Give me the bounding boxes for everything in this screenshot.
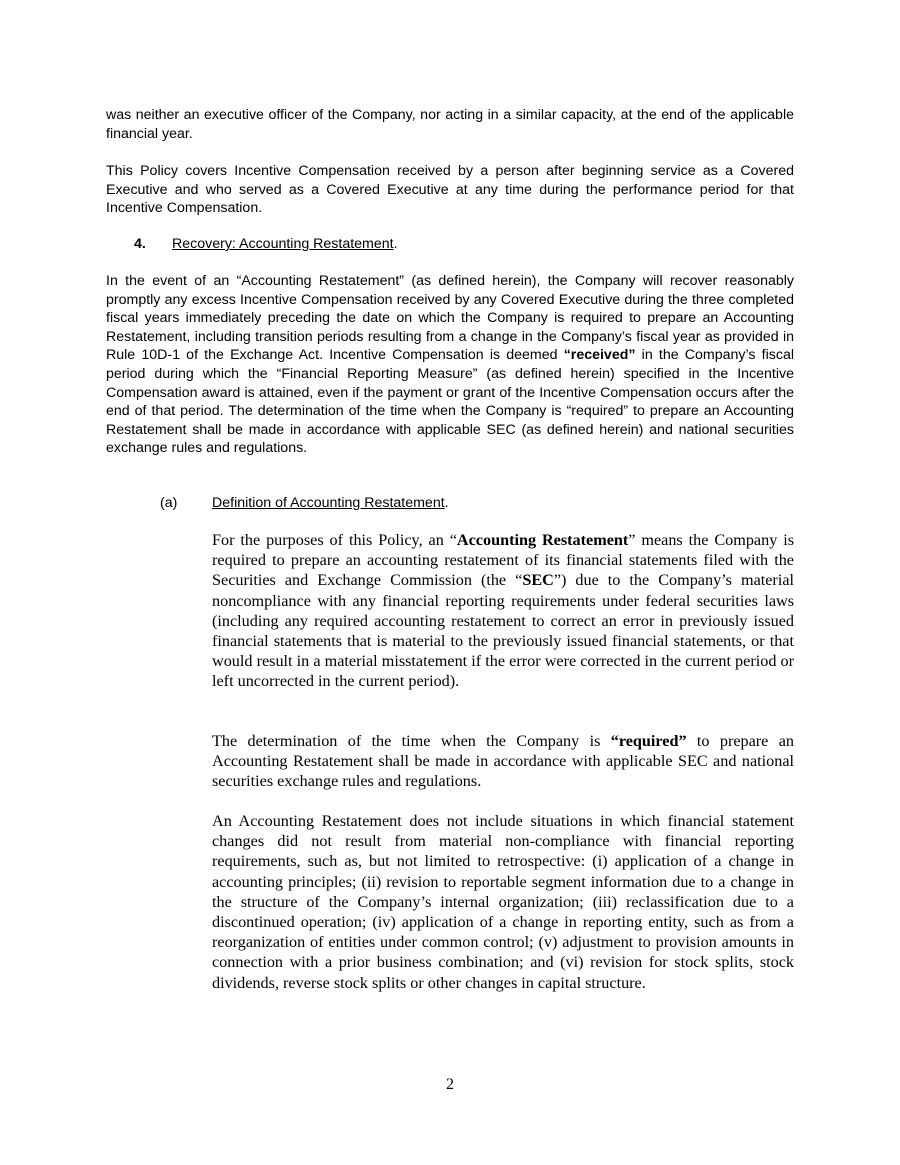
paragraph-covered-executive-end: was neither an executive officer of the Company, nor acting in a similar capacity, at the end of the applicable financial year. — [106, 107, 794, 142]
section-4-title: Recovery: Accounting Restatement — [172, 236, 394, 252]
required-term: “required” — [610, 732, 687, 750]
definition-text-a: For the purposes of this Policy, an “ — [212, 531, 457, 549]
definition-text-c: ”) due to the Company’s material noncompliance with any financial reporting requirements under federal securities laws (including any required accounting restatement to correct an error in previously issued financial statements that is material to the previously issued financial statements, or that would result in a material misstatement if the error were corrected in the current period or left uncorrected in the current period). — [212, 571, 795, 691]
accounting-restatement-term: Accounting Restatement — [456, 531, 629, 549]
subsection-a-label: (a) — [160, 495, 178, 511]
paragraph-definition — [212, 530, 794, 692]
section-4-trail: . — [393, 236, 398, 252]
subsection-a-trail: . — [444, 495, 449, 511]
section-4-number: 4. — [134, 236, 146, 252]
subsection-a-title: Definition of Accounting Restatement — [212, 495, 445, 511]
section-4-heading — [172, 235, 398, 254]
paragraph-exclusions: An Accounting Restatement does not include situations in which financial statement changes did not result from material non-compliance with financial reporting requirements, such as, but not limited to retrospective: (i) application of a change in accounting principles; (ii) revision to reportable segment information due to a change in the structure of the Company’s internal organization; (iii) reclassification due to a discontinued operation; (iv) application of a change in reporting entity, such as from a reorganization of entities under common control; (v) adjustment to provision amounts in connection with a prior business combination; and (vi) revision for stock splits, stock dividends, reverse stock splits or other changes in capital structure. — [212, 812, 794, 992]
sec-term: SEC — [522, 571, 554, 590]
paragraph-determination — [212, 731, 794, 792]
received-term: “received” — [563, 347, 636, 364]
paragraph-recovery — [106, 272, 794, 458]
paragraph-policy-coverage: This Policy covers Incentive Compensation received by a person after beginning service as a Covered Executive and who served as a Covered Executive at any time during the performance period for that Incentive Compensation. — [106, 163, 794, 217]
subsection-a-heading — [212, 494, 449, 513]
definition-text-b: ” means the Company is required to prepare an accounting restatement of its financial statements filed with the Securities and Exchange Commission (the “ — [212, 531, 794, 590]
page-number: 2 — [446, 1076, 454, 1093]
determination-text-a: The determination of the time when the Company is — [212, 732, 611, 750]
determination-text-b: to prepare an Accounting Restatement shall be made in accordance with applicable SEC and national securities exchange rules and regulations. — [212, 732, 794, 791]
recovery-text-b: in the Company’s fiscal period during which the “Financial Reporting Measure” (as defined herein) specified in the Incentive Compensation award is attained, even if the payment or grant of the Incentive Compensation occurs after the end of that period. The determination of the time when the Company is “required” to prepare an Accounting Restatement shall be made in accordance with applicable SEC (as defined herein) and national securities exchange rules and regulations. — [106, 347, 794, 457]
recovery-text-a: In the event of an “Accounting Restatement” (as defined herein), the Company will recover reasonably promptly any excess Incentive Compensation received by any Covered Executive during the three completed fiscal years immediately preceding the date on which the Company is required to prepare an Accounting Restatement, including transition periods resulting from a change in the Company’s fiscal year as provided in Rule 10D-1 of the Exchange Act. Incentive Compensation is deemed — [106, 273, 794, 364]
